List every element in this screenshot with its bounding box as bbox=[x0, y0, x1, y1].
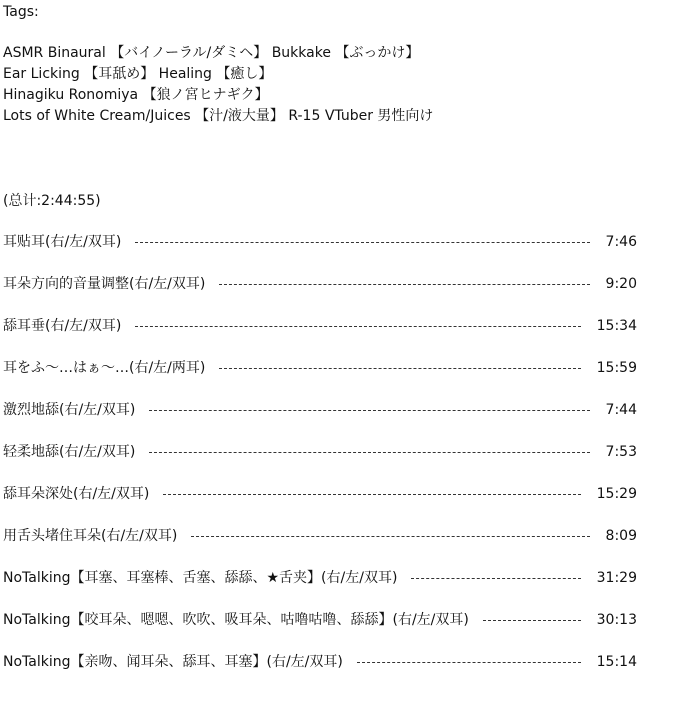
track-row bbox=[3, 569, 643, 611]
track-leader-dashes bbox=[411, 578, 581, 579]
track-leader-dashes bbox=[135, 242, 590, 243]
track-leader-dashes bbox=[219, 368, 581, 369]
tags-label: Tags: bbox=[3, 4, 39, 20]
track-title: 耳をふ～…はぁ～…(右/左/两耳) bbox=[3, 359, 219, 377]
track-duration: 15:59 bbox=[596, 360, 637, 376]
track-title: 耳朵方向的音量调整(右/左/双耳) bbox=[3, 275, 219, 293]
tag-line: ASMR Binaural 【バイノーラル/ダミヘ】 Bukkake 【ぶっかけ】 bbox=[3, 45, 420, 61]
track-title: 轻柔地舔(右/左/双耳) bbox=[3, 443, 149, 461]
track-row bbox=[3, 359, 643, 401]
track-leader-dashes bbox=[219, 284, 590, 285]
track-leader-dashes bbox=[483, 620, 581, 621]
track-title: 用舌头堵住耳朵(右/左/双耳) bbox=[3, 527, 191, 545]
track-duration: 15:34 bbox=[596, 318, 637, 334]
track-duration: 7:46 bbox=[605, 234, 637, 250]
track-leader-dashes bbox=[357, 662, 581, 663]
tag-line: Ear Licking 【耳舐め】 Healing 【癒し】 bbox=[3, 66, 273, 82]
track-title: 激烈地舔(右/左/双耳) bbox=[3, 401, 149, 419]
track-leader-dashes bbox=[191, 536, 590, 537]
track-leader-dashes bbox=[135, 326, 581, 327]
track-row bbox=[3, 653, 643, 695]
track-title: 舔耳朵深处(右/左/双耳) bbox=[3, 485, 163, 503]
track-leader-dashes bbox=[163, 494, 581, 495]
track-list bbox=[3, 233, 643, 695]
track-row bbox=[3, 317, 643, 359]
track-duration: 15:29 bbox=[596, 486, 637, 502]
total-duration: (总计:2:44:55) bbox=[3, 193, 101, 209]
track-title: NoTalking【亲吻、闻耳朵、舔耳、耳塞】(右/左/双耳) bbox=[3, 653, 357, 671]
track-title: NoTalking【耳塞、耳塞棒、舌塞、舔舔、★舌夹】(右/左/双耳) bbox=[3, 569, 411, 587]
tags-block bbox=[3, 43, 433, 127]
track-leader-dashes bbox=[149, 452, 590, 453]
track-title: 耳贴耳(右/左/双耳) bbox=[3, 233, 135, 251]
track-row bbox=[3, 401, 643, 443]
track-duration: 8:09 bbox=[605, 528, 637, 544]
track-row bbox=[3, 275, 643, 317]
track-row bbox=[3, 611, 643, 653]
track-duration: 9:20 bbox=[605, 276, 637, 292]
track-row bbox=[3, 233, 643, 275]
track-duration: 30:13 bbox=[596, 612, 637, 628]
track-leader-dashes bbox=[149, 410, 590, 411]
track-duration: 7:53 bbox=[605, 444, 637, 460]
track-row bbox=[3, 527, 643, 569]
track-row bbox=[3, 443, 643, 485]
track-duration: 7:44 bbox=[605, 402, 637, 418]
track-title: 舔耳垂(右/左/双耳) bbox=[3, 317, 135, 335]
document-page bbox=[3, 0, 673, 710]
track-duration: 31:29 bbox=[596, 570, 637, 586]
tag-line: Hinagiku Ronomiya 【狼ノ宮ヒナギク】 bbox=[3, 87, 269, 103]
track-row bbox=[3, 485, 643, 527]
track-duration: 15:14 bbox=[596, 654, 637, 670]
tag-line: Lots of White Cream/Juices 【汁/液大量】 R-15 VTuber 男性向け bbox=[3, 108, 434, 124]
track-title: NoTalking【咬耳朵、嗯嗯、吹吹、吸耳朵、咕噜咕噜、舔舔】(右/左/双耳) bbox=[3, 611, 483, 629]
